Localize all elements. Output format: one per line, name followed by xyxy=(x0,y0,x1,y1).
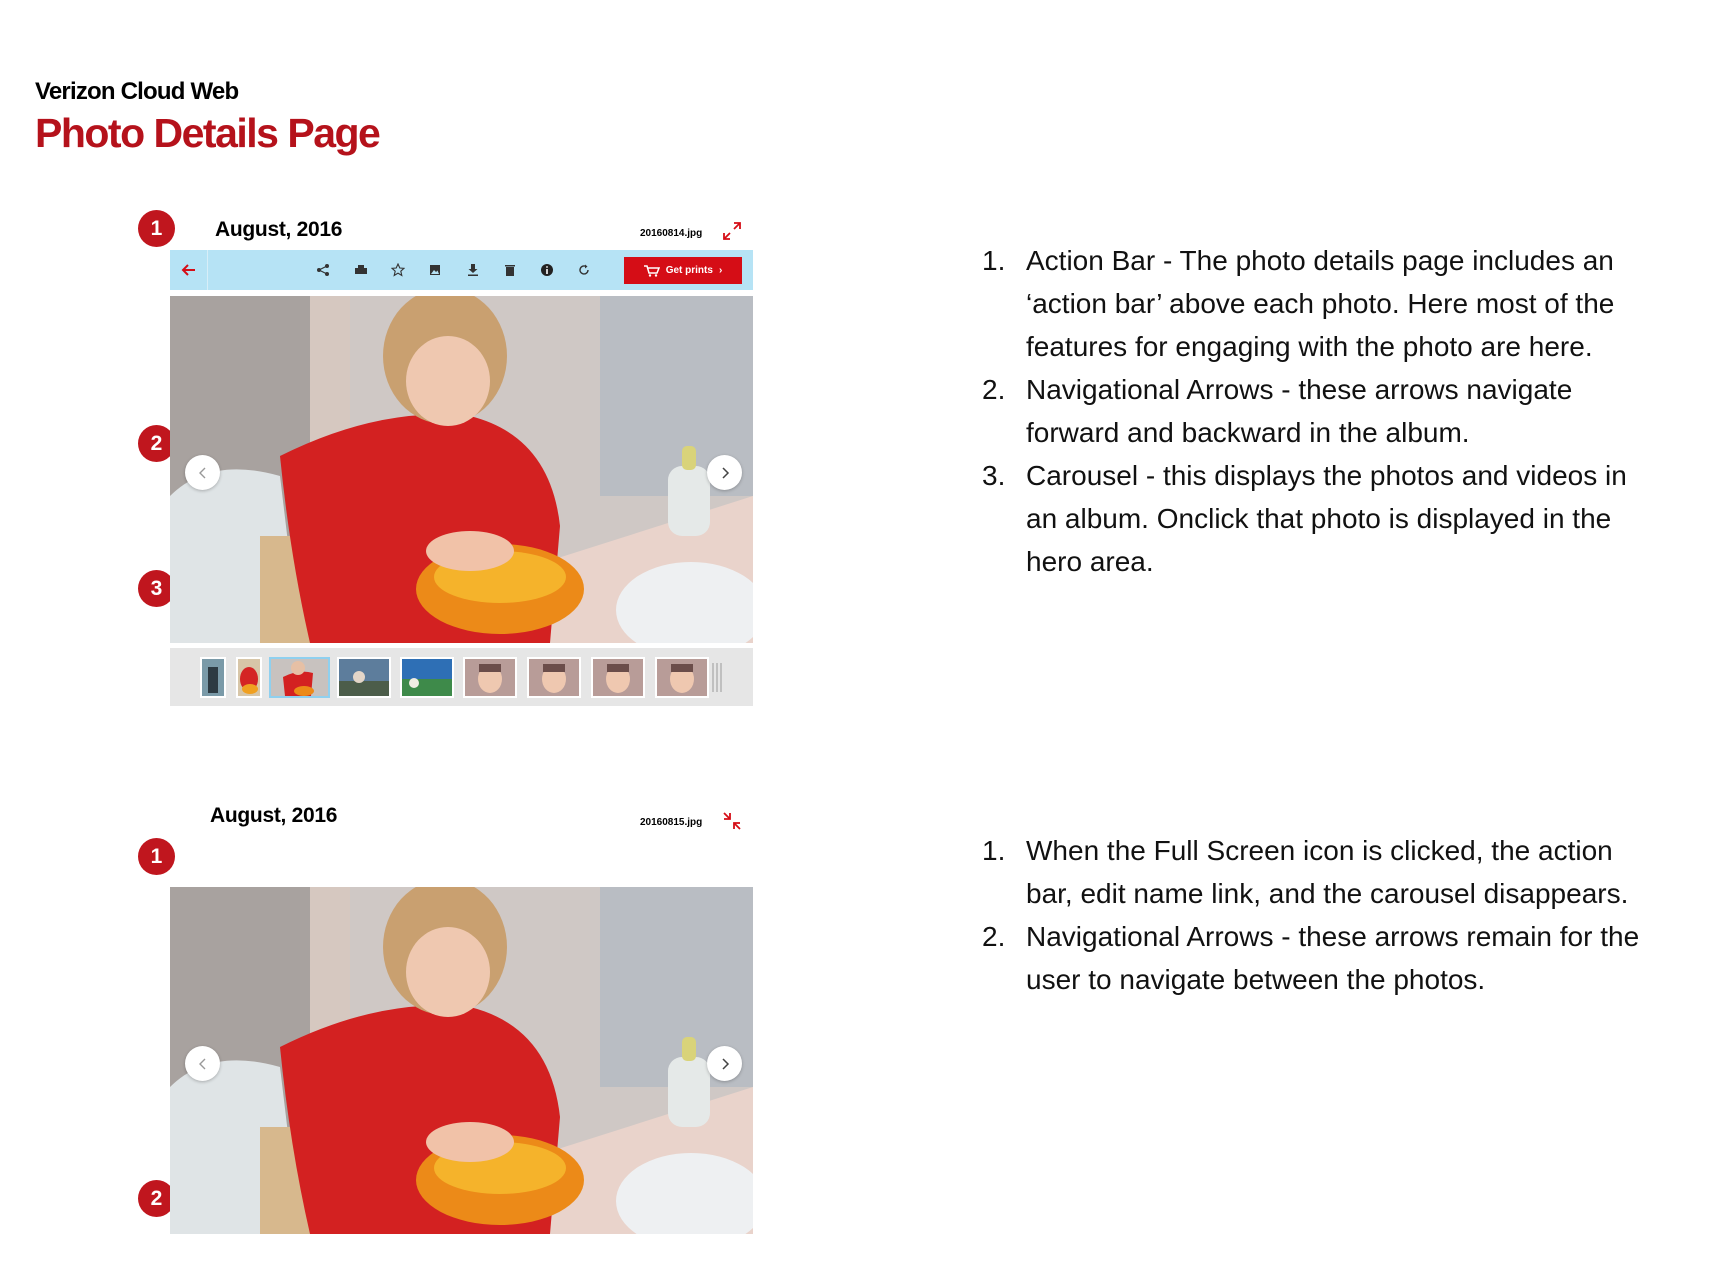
page-title: Photo Details Page xyxy=(35,110,380,156)
back-button[interactable] xyxy=(170,250,208,290)
album-date: August, 2016 xyxy=(215,218,343,241)
trash-icon[interactable] xyxy=(503,263,517,277)
file-name[interactable]: 20160814.jpg xyxy=(640,228,703,239)
get-prints-label: Get prints xyxy=(665,265,713,276)
download-icon[interactable] xyxy=(466,263,480,277)
image-icon[interactable] xyxy=(428,263,442,277)
hero-photo-fullscreen xyxy=(170,887,753,1234)
chevron-left-icon xyxy=(197,467,209,479)
callout-badge-1: 1 xyxy=(138,838,175,875)
callout-badge-2: 2 xyxy=(138,425,175,462)
chevron-right-icon xyxy=(719,467,731,479)
note-item: 3. Carousel - this displays the photos and videos in an album. Onclick that photo is displayed in the hero area. xyxy=(982,460,1627,577)
callout-badge-2: 2 xyxy=(138,1180,175,1217)
carousel-more-icon[interactable] xyxy=(710,659,726,696)
carousel-thumbnail[interactable] xyxy=(463,657,517,698)
prev-arrow-button[interactable] xyxy=(185,1046,220,1081)
action-bar xyxy=(170,250,753,290)
chevron-right-icon xyxy=(719,1058,731,1070)
print-icon[interactable] xyxy=(354,263,368,277)
file-name[interactable]: 20160815.jpg xyxy=(640,817,703,828)
share-icon[interactable] xyxy=(316,263,330,277)
note-item: 2. Navigational Arrows - these arrows navigate forward and backward in the album. xyxy=(982,374,1573,448)
carousel-thumbnail-selected[interactable] xyxy=(269,657,330,698)
next-arrow-button[interactable] xyxy=(707,455,742,490)
carousel-thumbnail[interactable] xyxy=(655,657,709,698)
get-prints-button[interactable] xyxy=(624,257,742,284)
notes-section-2 xyxy=(982,829,1642,1001)
chevron-right-icon: › xyxy=(718,265,723,276)
next-arrow-button[interactable] xyxy=(707,1046,742,1081)
note-item: 1. When the Full Screen icon is clicked, the action bar, edit name link, and the carousel disappears. xyxy=(982,835,1629,909)
notes-section-1 xyxy=(982,239,1642,583)
fullscreen-collapse-icon[interactable] xyxy=(721,810,743,832)
rotate-icon[interactable] xyxy=(577,263,591,277)
callout-badge-3: 3 xyxy=(138,570,175,607)
hero-photo xyxy=(170,296,753,643)
note-item: 2. Navigational Arrows - these arrows remain for the user to navigate between the photos. xyxy=(982,921,1640,995)
carousel-thumbnail[interactable] xyxy=(591,657,645,698)
prev-arrow-button[interactable] xyxy=(185,455,220,490)
carousel-thumbnail[interactable] xyxy=(400,657,454,698)
carousel-thumbnail[interactable] xyxy=(200,657,226,698)
album-date: August, 2016 xyxy=(210,804,338,827)
carousel-thumbnail[interactable] xyxy=(236,657,262,698)
fullscreen-expand-icon[interactable] xyxy=(721,220,743,242)
back-arrow-icon xyxy=(181,263,197,277)
carousel-thumbnail[interactable] xyxy=(337,657,391,698)
info-icon[interactable] xyxy=(540,263,554,277)
carousel-thumbnail[interactable] xyxy=(527,657,581,698)
carousel xyxy=(170,648,753,706)
cart-icon xyxy=(644,265,660,277)
page-subtitle: Verizon Cloud Web xyxy=(35,78,239,105)
callout-badge-1: 1 xyxy=(138,210,175,247)
note-item: 1. Action Bar - The photo details page includes an ‘action bar’ above each photo. Here most of the features for engaging with the photo are here. xyxy=(982,245,1615,362)
chevron-left-icon xyxy=(197,1058,209,1070)
star-icon[interactable] xyxy=(391,263,405,277)
